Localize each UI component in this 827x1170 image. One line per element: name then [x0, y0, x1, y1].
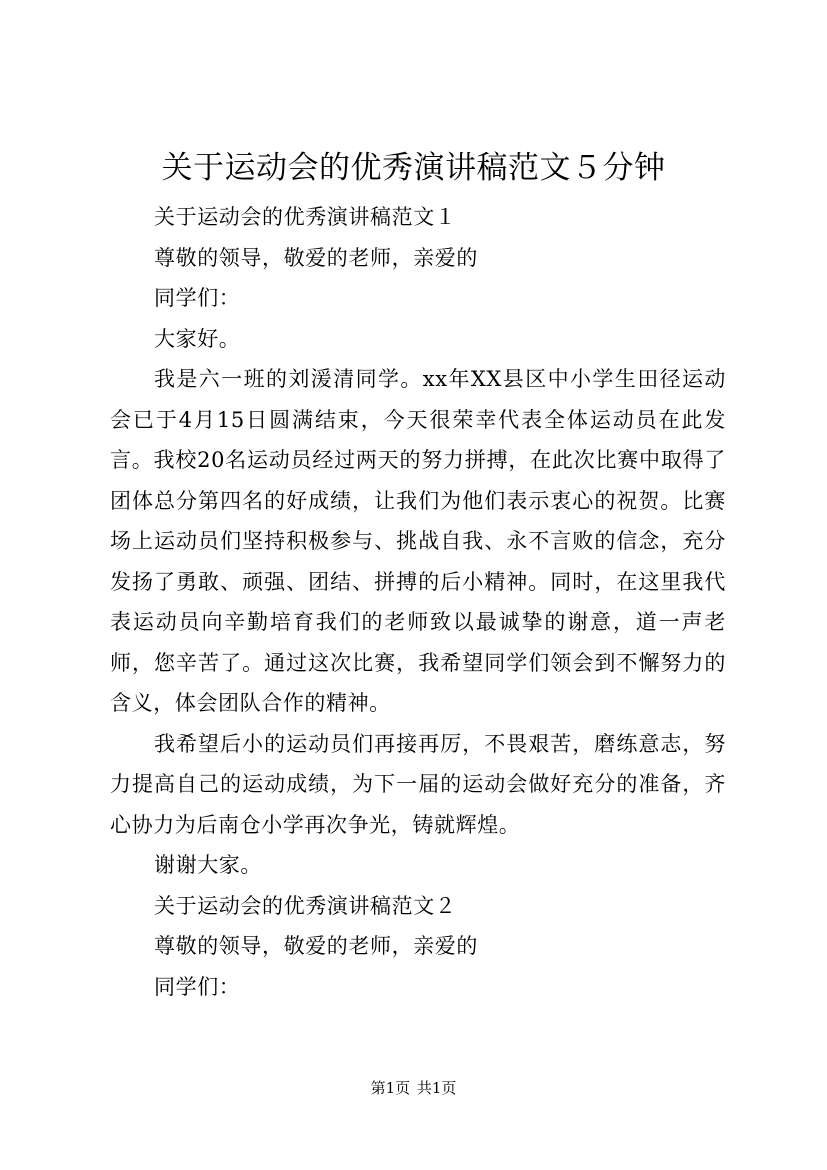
closing-line: 谢谢大家。 — [154, 853, 262, 877]
page-footer: 第1页 共1页 — [370, 1079, 457, 1097]
body-paragraph: 我希望后小的运动员们再接再厉，不畏艰苦，磨练意志，努力提高自己的运动成绩，为下一届的运动会做好充分的准备，齐心协力为后南仓小学再次争光，铸就辉煌。 — [110, 731, 726, 837]
salutation-line: 同学们： — [154, 286, 241, 310]
section-heading-2: 关于运动会的优秀演讲稿范文２ — [154, 893, 457, 918]
salutation-line: 同学们： — [154, 974, 241, 999]
body-paragraph: 我是六一班的刘湲清同学。xx年XX县区中小学生田径运动会已于4月15日圆满结束，今天很荣幸代表全体运动员在此发言。我校20名运动员经过两天的努力拼搏，在此次比赛中取得了团体总分第四名的好成绩，让我们为他们表示衷心的祝贺。比赛场上运动员们坚持积极参与、挑战自我、永不言败的信念，充分发扬了勇敢、顽强、团结、拼搏的后小精神。同时，在这里我代表运动员向辛勤培育我们的老师致以最诚挚的谢意，道一声老师，您辛苦了。通过这次比赛，我希望同学们领会到不懈努力的含义，体会团队合作的精神。 — [110, 367, 726, 715]
document-body — [110, 197, 726, 1007]
salutation-line: 尊敬的领导，敬爱的老师，亲爱的 — [154, 934, 478, 958]
section-heading-1: 关于运动会的优秀演讲稿范文１ — [154, 205, 457, 229]
page-title: 关于运动会的优秀演讲稿范文５分钟 — [161, 150, 666, 186]
greeting: 大家好。 — [154, 326, 241, 351]
salutation-line: 尊敬的领导，敬爱的老师，亲爱的 — [154, 245, 478, 270]
